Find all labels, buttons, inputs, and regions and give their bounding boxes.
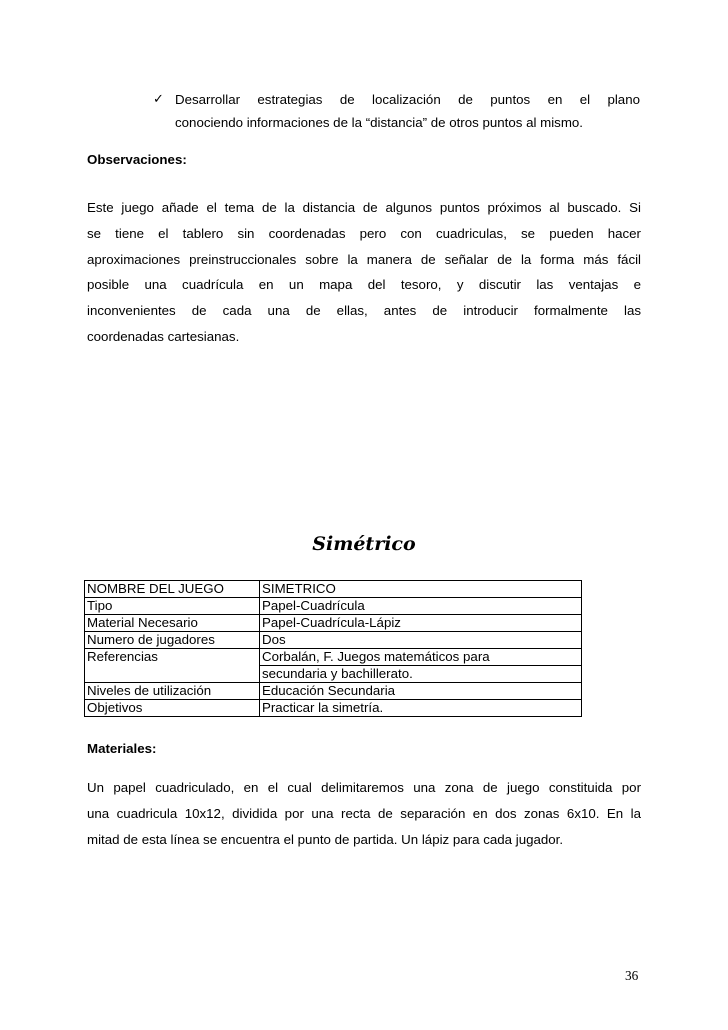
paragraph-line: inconvenientes de cada una de ellas, antes de introducir formalmente las: [87, 303, 641, 319]
table-value: Papel-Cuadrícula-Lápiz: [260, 615, 582, 632]
table-key: Tipo: [85, 598, 260, 615]
page-number: 36: [625, 968, 639, 983]
table-row: [85, 700, 582, 717]
table-value: SIMETRICO: [260, 581, 582, 598]
table-value-line: secundaria y bachillerato.: [260, 665, 581, 682]
table-value: Practicar la simetría.: [260, 700, 582, 717]
game-title: [0, 530, 728, 558]
objective-line: conociendo informaciones de la “distancia” de otros puntos al mismo.: [175, 115, 583, 130]
table-value: Educación Secundaria: [260, 683, 582, 700]
paragraph-line: se tiene el tablero sin coordenadas pero con cuadriculas, se pueden hacer: [87, 225, 641, 241]
table-key: Numero de jugadores: [85, 632, 260, 649]
table-key: Material Necesario: [85, 615, 260, 632]
game-info-table: [84, 580, 582, 717]
paragraph-line: posible una cuadrícula en un mapa del tesoro, y discutir las ventajas e: [87, 277, 641, 293]
table-value: [260, 649, 582, 683]
checkmark-icon: ✓: [153, 92, 164, 107]
table-value: Dos: [260, 632, 582, 649]
paragraph-line: Este juego añade el tema de la distancia de algunos puntos próximos al buscado. Si: [87, 200, 641, 215]
materiales-paragraph: [87, 775, 641, 852]
table-row: [85, 581, 582, 598]
table-key: Objetivos: [85, 700, 260, 717]
observaciones-heading: Observaciones:: [87, 152, 187, 167]
game-title-text: Simétrico: [312, 533, 416, 555]
observaciones-paragraph: [87, 195, 641, 350]
objective-bullet-item: [153, 88, 640, 134]
paragraph-line: mitad de esta línea se encuentra el punto de partida. Un lápiz para cada jugador.: [87, 831, 564, 847]
objective-line: Desarrollar estrategias de localización de puntos en el plano: [175, 92, 640, 107]
paragraph-line: Un papel cuadriculado, en el cual delimitaremos una zona de juego constituida por: [87, 780, 641, 795]
table-key: Niveles de utilización: [85, 683, 260, 700]
table-row: [85, 649, 582, 683]
table-value: Papel-Cuadrícula: [260, 598, 582, 615]
paragraph-line: coordenadas cartesianas.: [87, 328, 240, 344]
paragraph-line: aproximaciones preinstruccionales sobre la manera de señalar de la forma más fácil: [87, 251, 641, 267]
materiales-heading: Materiales:: [87, 741, 157, 756]
table-row: [85, 683, 582, 700]
table-value-line: Corbalán, F. Juegos matemáticos para: [262, 649, 490, 664]
objective-text: [175, 88, 640, 134]
table-key: Referencias: [85, 649, 260, 683]
table-row: [85, 598, 582, 615]
table-row: [85, 632, 582, 649]
paragraph-line: una cuadricula 10x12, dividida por una recta de separación en dos zonas 6x10. En la: [87, 805, 641, 821]
table-key: NOMBRE DEL JUEGO: [85, 581, 260, 598]
table-row: [85, 615, 582, 632]
